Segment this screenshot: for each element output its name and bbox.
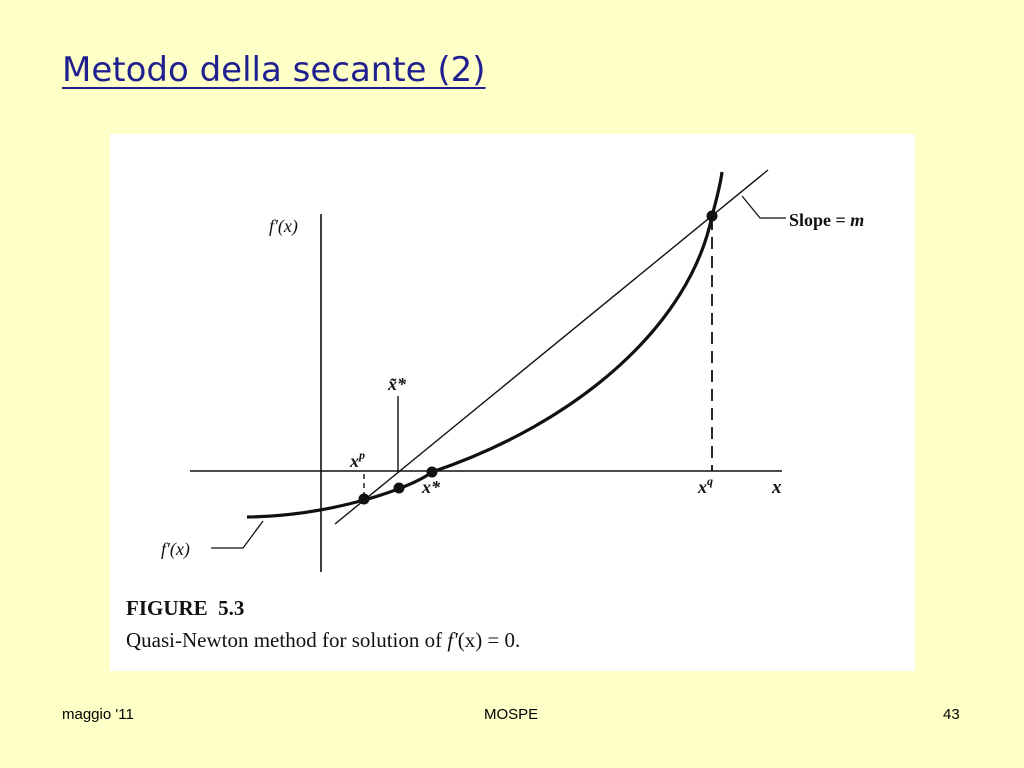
curve-leader-line	[211, 521, 263, 548]
secant-method-diagram	[110, 134, 915, 671]
xp-label-base: x	[350, 451, 359, 471]
y-axis-label	[269, 216, 298, 237]
point-xp	[359, 494, 370, 505]
figure-caption-prefix: Quasi-Newton method for solution of	[126, 628, 448, 652]
slope-label	[789, 210, 864, 230]
figure-caption-fn: f'	[447, 628, 458, 652]
y-axis-label-fn: f'	[269, 216, 278, 236]
figure-caption-title: FIGURE 5.3	[126, 596, 245, 620]
xq-label-base: x	[698, 477, 707, 497]
point-xq	[707, 211, 718, 222]
slope-label-var: m	[850, 210, 865, 230]
xstar-label: x*	[422, 477, 440, 497]
xtilde-label: x̃*	[388, 374, 406, 394]
x-axis-label: x	[772, 477, 782, 498]
xp-label	[349, 448, 365, 471]
slope-label-text: Slope =	[789, 210, 846, 230]
point-xstar	[427, 467, 438, 478]
figure-panel	[110, 134, 915, 671]
point-xtilde	[394, 483, 405, 494]
figure-caption-suffix: (x) = 0.	[457, 628, 521, 652]
function-curve	[247, 172, 722, 517]
xp-label-sup: p	[359, 448, 365, 462]
xq-label	[697, 474, 713, 497]
footer-date: maggio '11	[62, 706, 134, 723]
y-axis-label-arg: (x)	[277, 216, 298, 236]
curve-label	[161, 539, 190, 560]
figure-caption	[126, 628, 520, 652]
curve-label-fn: f'	[161, 539, 170, 559]
footer-course: MOSPE	[484, 706, 539, 723]
curve-label-arg: (x)	[169, 539, 190, 559]
slide-title: Metodo della secante (2)	[62, 50, 486, 90]
xq-label-sup: q	[707, 474, 713, 488]
slope-leader-line	[742, 196, 786, 218]
footer-page-number: 43	[943, 706, 960, 723]
